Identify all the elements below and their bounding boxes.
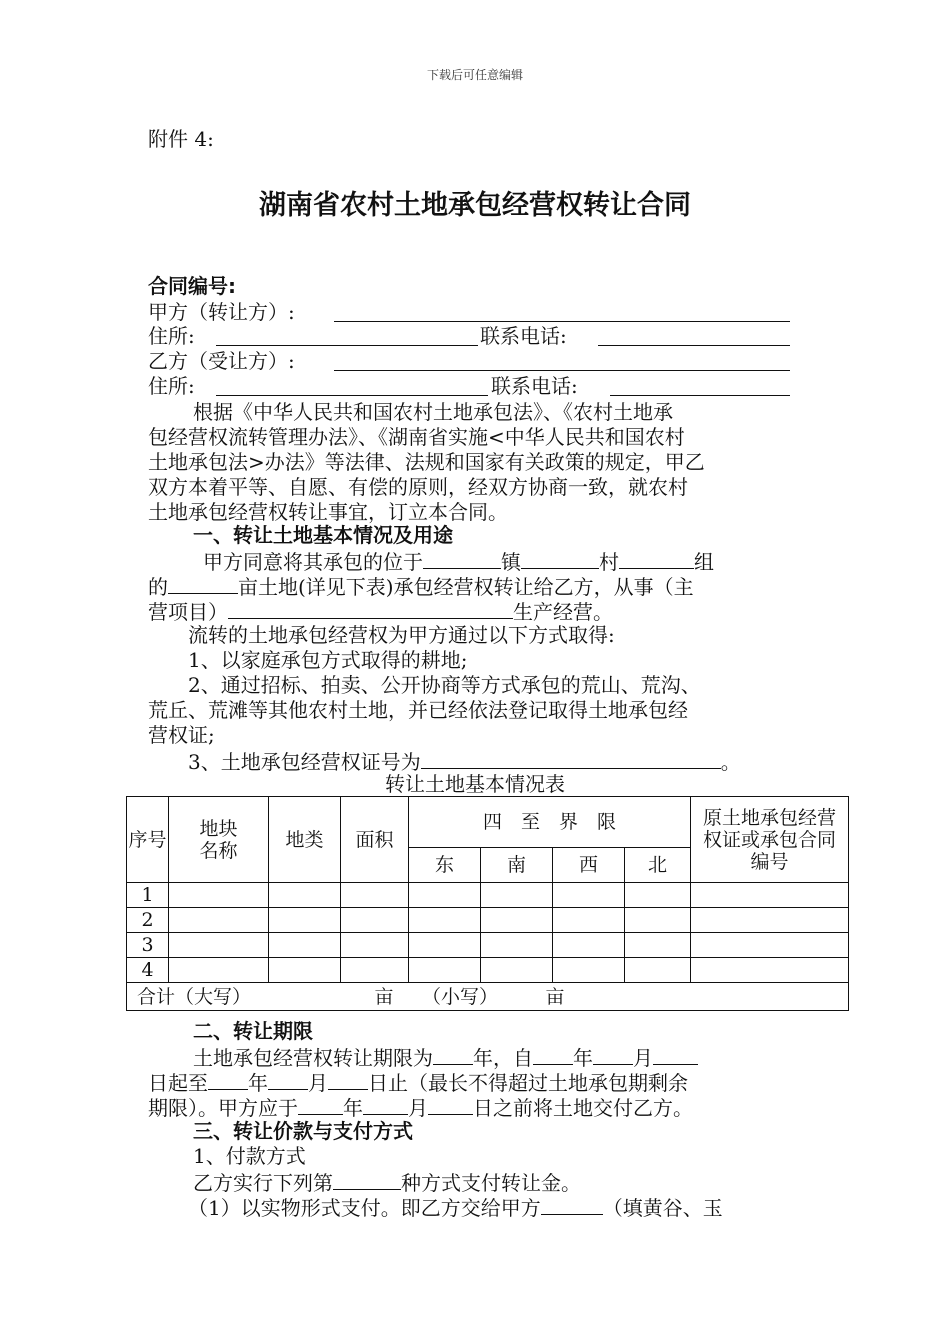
- town-blank[interactable]: [423, 548, 501, 569]
- in-kind-blank[interactable]: [541, 1194, 603, 1215]
- start-day-blank[interactable]: [653, 1044, 698, 1065]
- section2-line: 期限）。甲方应于 年 月 日之前将土地交付乙方。: [148, 1096, 693, 1120]
- area-blank[interactable]: [168, 573, 238, 594]
- table-caption: 转让土地基本情况表: [385, 772, 565, 796]
- section2-heading: 二、转让期限: [193, 1019, 313, 1043]
- section1-p2: 的 亩土地(详见下表)承包经营权转让给乙方，从事（主: [148, 575, 694, 599]
- start-month-blank[interactable]: [593, 1044, 633, 1065]
- party-b-label: 乙方（受让方）:: [148, 349, 295, 373]
- section1-item2: 荒丘、荒滩等其他农村土地，并已经依法登记取得土地承包经: [148, 698, 688, 722]
- end-month-blank[interactable]: [268, 1069, 308, 1090]
- land-info-table: [126, 796, 849, 1011]
- party-a-phone-label: 联系电话:: [480, 324, 567, 348]
- term-years-blank[interactable]: [433, 1044, 473, 1065]
- preamble-line: 双方本着平等、自愿、有偿的原则，经双方协商一致，就农村: [148, 475, 688, 499]
- section2-line: 日起至 年 月 日止（最长不得超过土地承包期剩余: [148, 1071, 688, 1095]
- page-title: 湖南省农村土地承包经营权转让合同: [259, 190, 691, 221]
- party-a-label: 甲方（转让方）:: [148, 300, 295, 324]
- party-b-address-blank[interactable]: [216, 395, 488, 396]
- preamble-line: 根据《中华人民共和国农村土地承包法》、《农村土地承: [193, 400, 673, 424]
- header-certificate: 原土地承包经营权证或承包合同编号: [691, 797, 849, 883]
- party-b-address-label: 住所:: [148, 374, 195, 398]
- section1-p3: 营项目） 生产经营。: [148, 600, 613, 624]
- row-number: 2: [127, 908, 169, 933]
- end-year-blank[interactable]: [208, 1069, 248, 1090]
- payment-method-blank[interactable]: [333, 1169, 401, 1190]
- header-south: 南: [481, 848, 553, 883]
- header-seq: 序号: [127, 797, 169, 883]
- village-blank[interactable]: [521, 548, 599, 569]
- group-blank[interactable]: [619, 548, 694, 569]
- header-note: 下载后可任意编辑: [426, 68, 523, 82]
- row-number: 3: [127, 933, 169, 958]
- delivery-year-blank[interactable]: [298, 1094, 343, 1115]
- project-blank[interactable]: [228, 598, 513, 619]
- header-east: 东: [409, 848, 481, 883]
- section1-heading: 一、转让土地基本情况及用途: [193, 523, 453, 547]
- party-a-phone-blank[interactable]: [598, 345, 790, 346]
- party-b-blank[interactable]: [334, 370, 790, 371]
- header-plot-name: 地块名称: [169, 797, 269, 883]
- party-a-blank[interactable]: [334, 321, 790, 322]
- section3-p1: 1、付款方式: [193, 1144, 306, 1168]
- preamble-line: 土地承包经营权转让事宜，订立本合同。: [148, 500, 508, 524]
- attachment-label: 附件 4:: [148, 127, 214, 151]
- party-a-address-label: 住所:: [148, 324, 195, 348]
- section1-item1: 1、以家庭承包方式取得的耕地;: [188, 648, 468, 672]
- table-row: [127, 958, 849, 983]
- section1-item2: 营权证;: [148, 723, 215, 747]
- table-row: [127, 908, 849, 933]
- header-boundaries: 四 至 界 限: [409, 797, 691, 848]
- section1-p1: 甲方同意将其承包的位于 镇 村 组: [203, 550, 714, 574]
- section1-item3: 3、土地承包经营权证号为 。: [188, 750, 741, 774]
- header-north: 北: [625, 848, 691, 883]
- header-west: 西: [553, 848, 625, 883]
- certificate-number-blank[interactable]: [421, 748, 721, 769]
- row-number: 4: [127, 958, 169, 983]
- section3-heading: 三、转让价款与支付方式: [193, 1119, 413, 1143]
- end-day-blank[interactable]: [328, 1069, 368, 1090]
- section1-p4: 流转的土地承包经营权为甲方通过以下方式取得:: [188, 623, 615, 647]
- party-b-phone-label: 联系电话:: [491, 374, 578, 398]
- section1-item2: 2、通过招标、拍卖、公开协商等方式承包的荒山、荒沟、: [188, 673, 701, 697]
- section3-p2: 乙方实行下列第 种方式支付转让金。: [193, 1171, 581, 1195]
- party-b-phone-blank[interactable]: [610, 395, 790, 396]
- table-row: [127, 933, 849, 958]
- preamble-line: 包经营权流转管理办法》、《湖南省实施<中华人民共和国农村: [148, 425, 685, 449]
- preamble-line: 土地承包法>办法》等法律、法规和国家有关政策的规定，甲乙: [148, 450, 705, 474]
- header-area: 面积: [341, 797, 409, 883]
- table-row: [127, 883, 849, 908]
- start-year-blank[interactable]: [533, 1044, 573, 1065]
- section3-p3: （1）以实物形式支付。即乙方交给甲方 （填黄谷、玉: [188, 1196, 723, 1220]
- section2-line: 土地承包经营权转让期限为 年，自 年 月: [193, 1044, 698, 1071]
- party-a-address-blank[interactable]: [216, 345, 478, 346]
- header-land-type: 地类: [269, 797, 341, 883]
- delivery-month-blank[interactable]: [363, 1094, 408, 1115]
- delivery-day-blank[interactable]: [428, 1094, 473, 1115]
- table-total-row: 合计（大写） 亩 （小写） 亩: [127, 983, 849, 1011]
- contract-number-label: 合同编号:: [148, 274, 236, 298]
- row-number: 1: [127, 883, 169, 908]
